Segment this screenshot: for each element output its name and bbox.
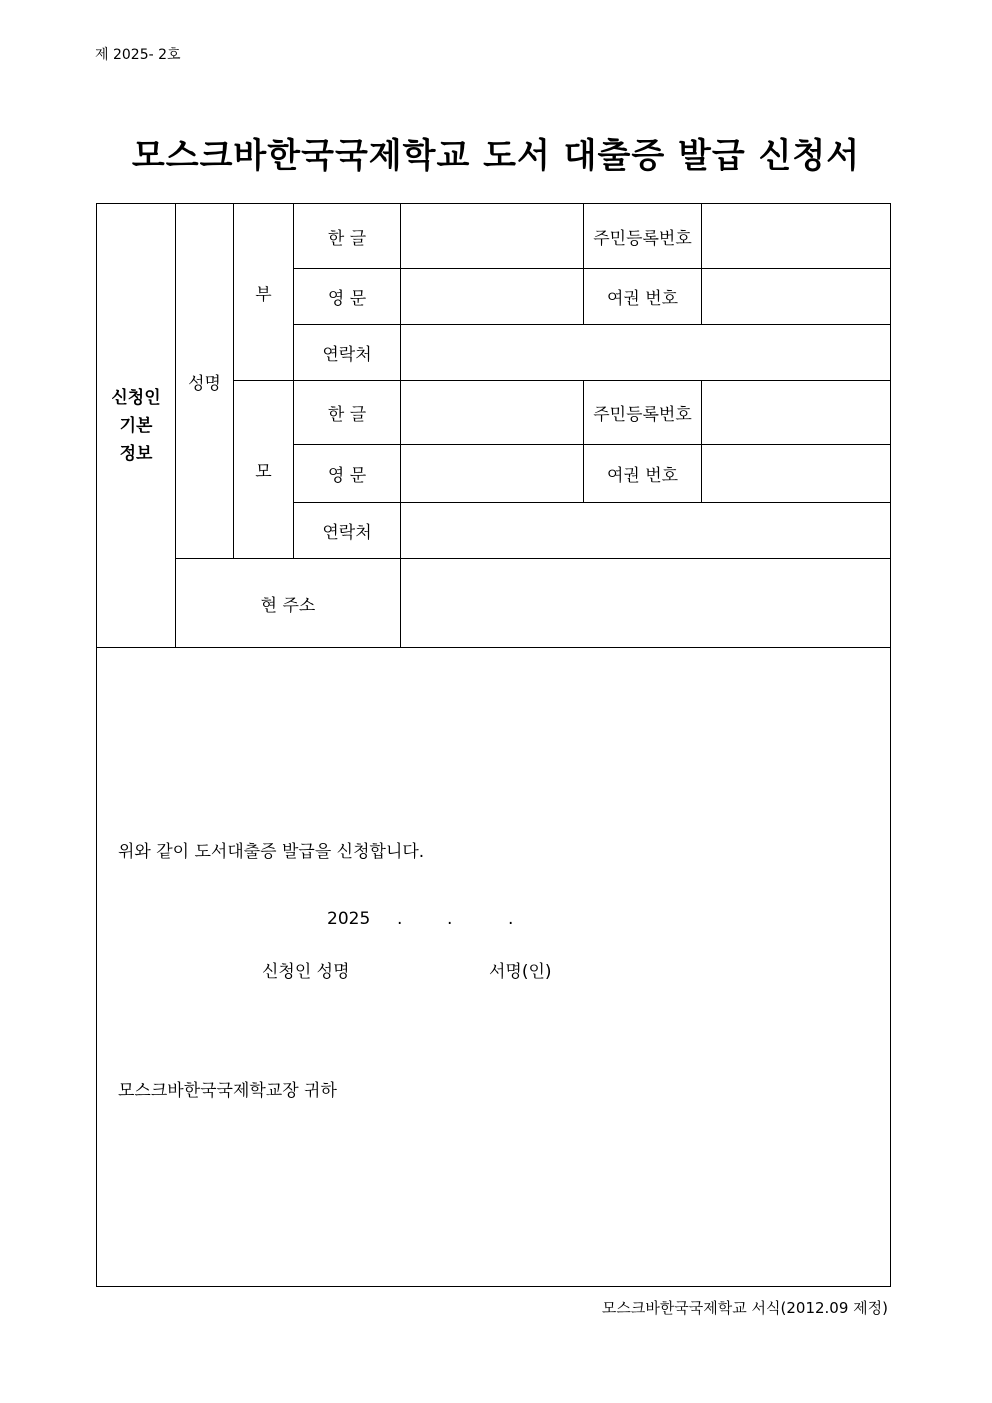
father-label-cell: 부: [233, 203, 294, 381]
statement-text: 위와 같이 도서대출증 발급을 신청합니다.: [118, 842, 425, 862]
mother-label-cell: 모: [233, 380, 294, 559]
mother-resident-no-field[interactable]: [701, 380, 891, 445]
mother-contact-field[interactable]: [400, 502, 891, 559]
name-label-cell: 성명: [175, 203, 234, 559]
date-dot-2: .: [447, 909, 453, 929]
father-resident-no-field[interactable]: [701, 203, 891, 269]
document-number: 제 2025- 2호: [95, 47, 181, 63]
mother-english-name-field[interactable]: [400, 444, 584, 503]
date-year: 2025: [327, 909, 371, 929]
section-label-cell: 신청인 기본 정보: [96, 203, 176, 648]
date-dot-1: .: [397, 909, 403, 929]
mother-korean-name-field[interactable]: [400, 380, 584, 445]
address-label: 현 주소: [175, 558, 401, 648]
addressee-text: 모스크바한국국제학교장 귀하: [118, 1081, 337, 1101]
father-korean-label: 한 글: [293, 203, 401, 269]
mother-passport-field[interactable]: [701, 444, 891, 503]
father-english-name-field[interactable]: [400, 268, 584, 325]
father-contact-field[interactable]: [400, 324, 891, 381]
father-passport-field[interactable]: [701, 268, 891, 325]
father-passport-label: 여권 번호: [583, 268, 702, 325]
date-dot-3: .: [508, 909, 514, 929]
applicant-name-label: 신청인 성명: [262, 962, 350, 982]
page-title: 모스크바한국국제학교 도서 대출증 발급 신청서: [131, 136, 861, 176]
father-korean-name-field[interactable]: [400, 203, 584, 269]
signature-label: 서명(인): [489, 962, 552, 982]
mother-english-label: 영 문: [293, 444, 401, 503]
address-field[interactable]: [400, 558, 891, 648]
father-contact-label: 연락처: [293, 324, 401, 381]
father-english-label: 영 문: [293, 268, 401, 325]
mother-contact-label: 연락처: [293, 502, 401, 559]
mother-passport-label: 여권 번호: [583, 444, 702, 503]
father-resident-no-label: 주민등록번호: [583, 203, 702, 269]
mother-korean-label: 한 글: [293, 380, 401, 445]
form-footer: 모스크바한국국제학교 서식(2012.09 제정): [601, 1299, 888, 1317]
mother-resident-no-label: 주민등록번호: [583, 380, 702, 445]
